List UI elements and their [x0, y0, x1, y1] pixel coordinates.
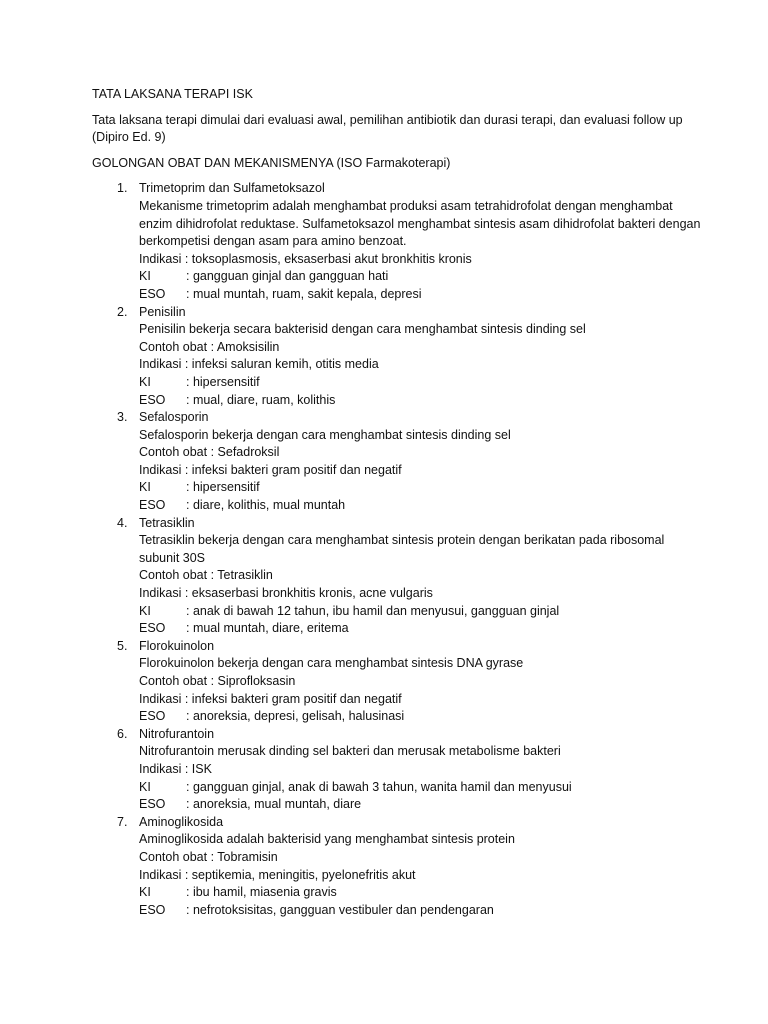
contraindication — [139, 603, 708, 621]
side-effects-label: ESO — [139, 797, 166, 812]
item-number: 3. — [117, 410, 128, 425]
mechanism-text: Sefalosporin bekerja dengan cara menghambat sintesis dinding sel — [139, 427, 511, 442]
indication: Indikasi : septikemia, meningitis, pyelonefritis akut — [139, 867, 416, 882]
drug-name: Trimetoprim dan Sulfametoksazol — [139, 181, 325, 196]
contraindication-label: KI — [139, 374, 151, 389]
drug-name: Sefalosporin — [139, 410, 209, 425]
side-effects-value: : nefrotoksisitas, gangguan vestibuler dan pendengaran — [186, 902, 494, 917]
contraindication-label: KI — [139, 603, 151, 618]
mechanism-text: Penisilin bekerja secara bakterisid dengan cara menghambat sintesis dinding sel — [139, 322, 586, 337]
side-effects-value: : anoreksia, depresi, gelisah, halusinasi — [186, 709, 405, 724]
list-item — [92, 180, 708, 303]
side-effects-label: ESO — [139, 902, 166, 917]
item-number: 1. — [117, 181, 128, 196]
side-effects — [139, 286, 708, 304]
contraindication-value: : gangguan ginjal dan gangguan hati — [186, 269, 389, 284]
list-item — [92, 726, 708, 814]
contraindication-value: : hipersensitif — [186, 480, 260, 495]
drug-name: Florokuinolon — [139, 638, 215, 653]
side-effects — [139, 497, 708, 515]
section-subtitle: GOLONGAN OBAT DAN MEKANISMENYA (ISO Farmakoterapi) — [92, 155, 451, 170]
mechanism-text: Aminoglikosida adalah bakterisid yang menghambat sintesis protein — [139, 832, 515, 847]
indication: Indikasi : infeksi bakteri gram positif dan negatif — [139, 462, 402, 477]
contraindication-label: KI — [139, 779, 151, 794]
side-effects — [139, 392, 708, 410]
example-drug: Contoh obat : Amoksisilin — [139, 339, 280, 354]
side-effects — [139, 796, 708, 814]
side-effects — [139, 708, 708, 726]
mechanism-text: Tetrasiklin bekerja dengan cara menghambat sintesis protein dengan berikatan pada ribosomal subunit 30S — [139, 533, 665, 565]
drug-name: Tetrasiklin — [139, 515, 195, 530]
item-number: 6. — [117, 726, 128, 741]
item-number: 2. — [117, 304, 128, 319]
example-drug: Contoh obat : Sefadroksil — [139, 445, 280, 460]
list-item — [92, 515, 708, 638]
document-title: TATA LAKSANA TERAPI ISK — [92, 87, 253, 101]
example-drug: Contoh obat : Tetrasiklin — [139, 568, 273, 583]
contraindication — [139, 479, 708, 497]
contraindication-label: KI — [139, 885, 151, 900]
mechanism-text: Nitrofurantoin merusak dinding sel bakteri dan merusak metabolisme bakteri — [139, 744, 561, 759]
side-effects-value: : mual muntah, diare, eritema — [186, 621, 349, 636]
side-effects-label: ESO — [139, 286, 166, 301]
side-effects-value: : mual, diare, ruam, kolithis — [186, 392, 336, 407]
contraindication-value: : gangguan ginjal, anak di bawah 3 tahun, wanita hamil dan menyusui — [186, 779, 572, 794]
example-drug: Contoh obat : Tobramisin — [139, 849, 278, 864]
item-number: 7. — [117, 814, 128, 829]
contraindication — [139, 374, 708, 392]
list-item — [92, 409, 708, 515]
example-drug: Contoh obat : Siprofloksasin — [139, 674, 296, 688]
list-item — [92, 814, 708, 920]
indication: Indikasi : infeksi saluran kemih, otitis media — [139, 357, 379, 372]
side-effects-label: ESO — [139, 621, 166, 636]
side-effects-value: : anoreksia, mual muntah, diare — [186, 797, 362, 812]
contraindication-label: KI — [139, 480, 151, 495]
drug-name: Penisilin — [139, 304, 186, 319]
side-effects-label: ESO — [139, 709, 166, 724]
intro-paragraph: Tata laksana terapi dimulai dari evaluasi awal, pemilihan antibiotik dan durasi terapi, dan evaluasi follow up (Dipiro Ed. 9) — [92, 112, 683, 145]
side-effects — [139, 620, 708, 638]
contraindication-label: KI — [139, 269, 151, 284]
contraindication-value: : anak di bawah 12 tahun, ibu hamil dan menyusui, gangguan ginjal — [186, 603, 560, 618]
list-item — [92, 304, 708, 410]
item-number: 4. — [117, 515, 128, 530]
item-number: 5. — [117, 638, 128, 653]
indication: Indikasi : eksaserbasi bronkhitis kronis, acne vulgaris — [139, 586, 433, 601]
contraindication-value: : ibu hamil, miasenia gravis — [186, 885, 337, 900]
indication: Indikasi : ISK — [139, 761, 212, 776]
indication: Indikasi : infeksi bakteri gram positif dan negatif — [139, 691, 402, 706]
list-item — [92, 638, 708, 726]
mechanism-text: Mekanisme trimetoprim adalah menghambat produksi asam tetrahidrofolat dengan menghambat enzim dihidrofolat reduktase. Sulfametoksazol menghambat sintesis asam dihidrofolat bakteri dengan berkompetisi dengan asam para amino benzoat. — [139, 198, 701, 249]
side-effects-value: : diare, kolithis, mual muntah — [186, 498, 346, 513]
side-effects-value: : mual muntah, ruam, sakit kepala, depresi — [186, 286, 422, 301]
side-effects-label: ESO — [139, 498, 166, 513]
contraindication-value: : hipersensitif — [186, 374, 260, 389]
mechanism-text: Florokuinolon bekerja dengan cara menghambat sintesis DNA gyrase — [139, 656, 524, 671]
contraindication — [139, 779, 708, 797]
contraindication — [139, 268, 708, 286]
drug-list — [92, 180, 708, 919]
side-effects — [139, 902, 708, 920]
side-effects-label: ESO — [139, 392, 166, 407]
indication: Indikasi : toksoplasmosis, eksaserbasi akut bronkhitis kronis — [139, 251, 472, 266]
drug-name: Nitrofurantoin — [139, 726, 215, 741]
drug-name: Aminoglikosida — [139, 814, 224, 829]
contraindication — [139, 884, 708, 902]
